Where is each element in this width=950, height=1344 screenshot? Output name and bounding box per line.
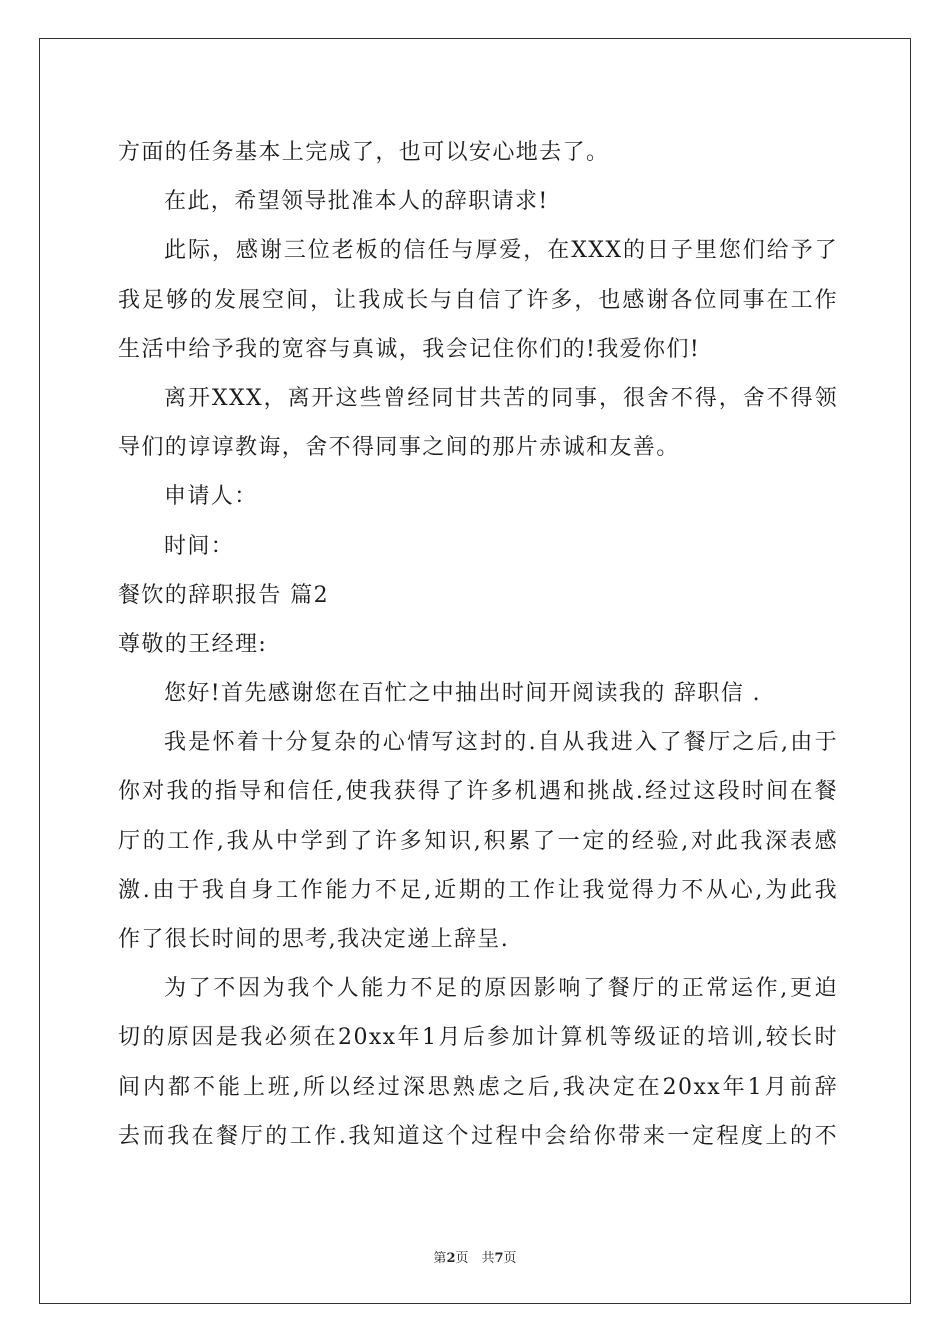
text-line: 激.由于我自身工作能力不足,近期的工作让我觉得力不从心,为此我 [118,877,838,903]
text-line: 切的原因是我必须在20xx年1月后参加计算机等级证的培训,较长时 [118,1025,838,1051]
text-line: 申请人： [164,484,258,510]
text-line: 导们的谆谆教诲，舍不得同事之间的那片赤诚和友善。 [118,435,680,461]
text-line: 你对我的指导和信任,使我获得了许多机遇和挑战.经过这段时间在餐 [118,779,838,805]
page-footer [0,1247,950,1266]
text-line: 我足够的发展空间，让我成长与自信了许多，也感谢各位同事在工作 [118,287,838,313]
text-line: 在此，希望领导批准本人的辞职请求! [164,189,549,215]
text-line: 生活中给予我的宽容与真诚，我会记住你们的!我爱你们! [118,336,701,362]
text-line: 离开XXX，离开这些曾经同甘共苦的同事，很舍不得，舍不得领 [164,385,838,411]
text-line: 为了不因为我个人能力不足的原因影响了餐厅的正常运作,更迫 [164,976,838,1002]
text-line: 间内都不能上班,所以经过深思熟虑之后,我决定在20xx年1月前辞 [118,1074,838,1100]
document-body [118,128,838,1161]
text-line: 尊敬的王经理: [118,631,268,657]
page-number-prefix: 第 [433,1251,447,1266]
text-line: 方面的任务基本上完成了，也可以安心地去了。 [118,140,610,165]
current-page-number: 2 [446,1251,456,1266]
text-line: 时间： [164,533,235,559]
text-line: 去而我在餐厅的工作.我知道这个过程中会给你带来一定程度上的不 [118,1123,838,1149]
text-line: 您好!首先感谢您在百忙之中抽出时间开阅读我的 辞职信 . [164,681,762,707]
page-number-middle: 页 共 [455,1251,495,1266]
text-line: 厅的工作,我从中学到了许多知识,积累了一定的经验,对此我深表感 [118,828,838,854]
text-line: 此际，感谢三位老板的信任与厚爱，在XXX的日子里您们给予了 [164,238,838,264]
page-number-suffix: 页 [503,1251,517,1266]
text-line: 我是怀着十分复杂的心情写这封的.自从我进入了餐厅之后,由于 [164,730,838,756]
text-line: 餐饮的辞职报告 篇2 [118,582,329,608]
total-page-count: 7 [494,1251,504,1266]
text-line: 作了很长时间的思考,我决定递上辞呈. [118,927,510,952]
